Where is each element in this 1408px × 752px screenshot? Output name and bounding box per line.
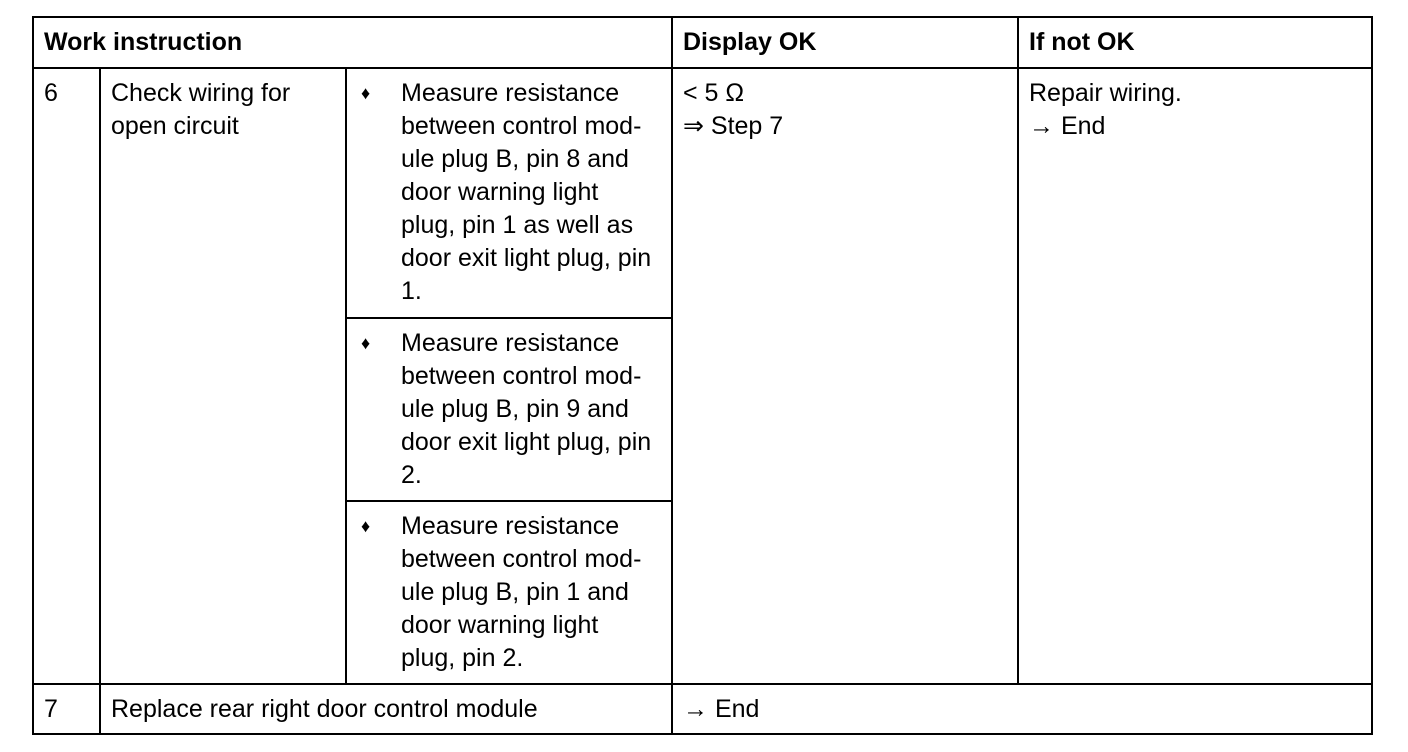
instruction-line: plug, pin 2.	[401, 644, 524, 672]
step-number: 6	[33, 68, 100, 684]
instruction-cell	[346, 68, 672, 318]
instruction-line: 1.	[401, 277, 422, 305]
instruction-line: Measure resistance	[401, 79, 620, 107]
instruction-line: door warning light	[401, 178, 599, 206]
instruction-cell	[346, 501, 672, 684]
header-if-not-ok: If not OK	[1018, 17, 1372, 68]
display-ok-cell: → End	[672, 684, 1372, 734]
display-ok-cell	[672, 68, 1018, 684]
instruction-cell	[346, 318, 672, 501]
if-not-ok-cell	[1018, 68, 1372, 684]
table-row-step-7	[33, 684, 1372, 734]
table-header-row	[33, 17, 1372, 68]
display-ok-line: < 5 Ω	[683, 79, 745, 107]
step-description	[100, 68, 346, 684]
step-description-line: open circuit	[111, 112, 239, 140]
if-not-ok-line: → End	[1029, 112, 1106, 140]
instruction-line: ule plug B, pin 1 and	[401, 578, 629, 606]
diamond-bullet-icon: ♦	[361, 333, 371, 353]
instruction-text	[401, 77, 661, 308]
instruction-text	[401, 327, 661, 492]
diamond-bullet-icon: ♦	[361, 83, 371, 103]
display-ok-line: ⇒ Step 7	[683, 112, 784, 140]
header-work-instruction: Work instruction	[33, 17, 672, 68]
diamond-bullet-icon: ♦	[361, 516, 371, 536]
step-description: Replace rear right door control module	[100, 684, 672, 734]
instruction-line: door exit light plug, pin	[401, 244, 652, 272]
instruction-text	[401, 510, 661, 675]
instruction-line: plug, pin 1 as well as	[401, 211, 634, 239]
step-number: 7	[33, 684, 100, 734]
table-row-step-6-a	[33, 68, 1372, 318]
instruction-line: between control mod-	[401, 362, 642, 390]
instruction-line: 2.	[401, 461, 422, 489]
header-display-ok: Display OK	[672, 17, 1018, 68]
instruction-line: Measure resistance	[401, 512, 620, 540]
instruction-line: ule plug B, pin 8 and	[401, 145, 629, 173]
step-description-line: Check wiring for	[111, 79, 291, 107]
instruction-line: between control mod-	[401, 112, 642, 140]
instruction-line: ule plug B, pin 9 and	[401, 395, 629, 423]
work-instruction-table	[32, 16, 1373, 735]
instruction-line: door warning light	[401, 611, 599, 639]
instruction-line: door exit light plug, pin	[401, 428, 652, 456]
instruction-line: Measure resistance	[401, 329, 620, 357]
if-not-ok-line: Repair wiring.	[1029, 79, 1182, 107]
instruction-line: between control mod-	[401, 545, 642, 573]
